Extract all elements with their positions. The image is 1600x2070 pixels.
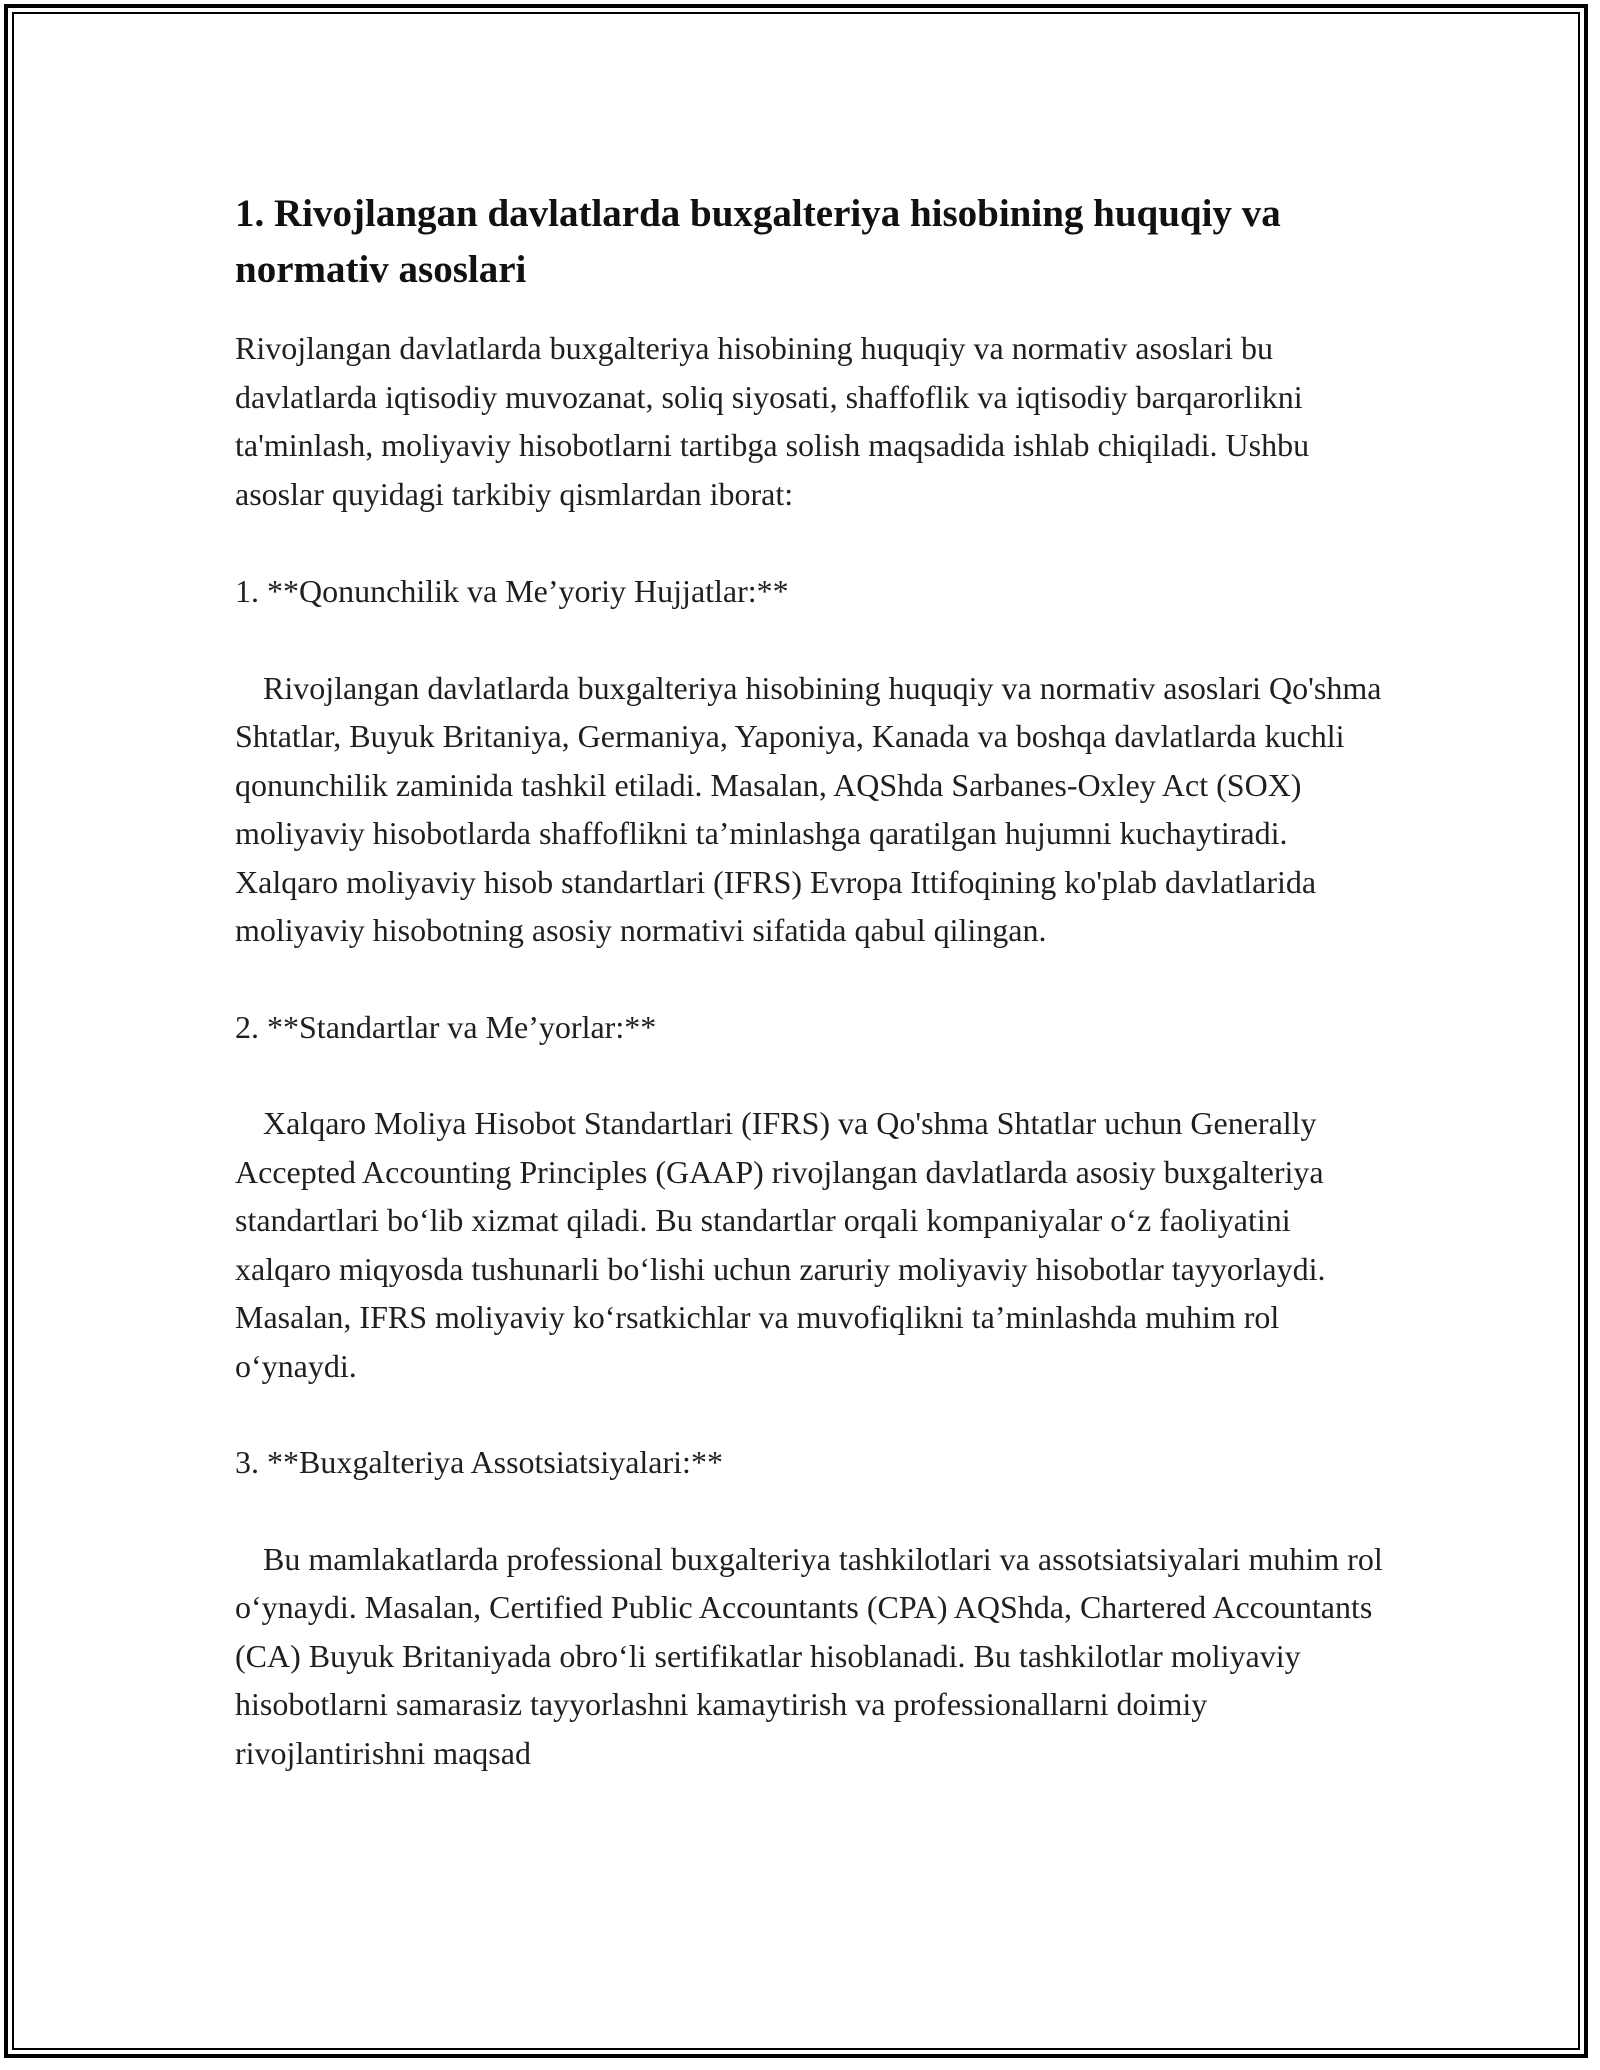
section-3-body-text: Bu mamlakatlarda professional buxgalteriya tashkilotlari va assotsiatsiyalari muhim rol o‘ynaydi. Masalan, Certified Public Accountants (CPA) AQShda, Chartered Accountants (CA) Buyuk Britaniyada obro‘li sertifikatlar hisoblanadi. Bu tashkilotlar moliyaviy hisobotlarni samarasiz tayyorlashni kamaytirish va professionallarni doimiy rivojlantirishni maqsad <box>235 1540 1383 1771</box>
section-1-body <box>235 664 1385 955</box>
section-3-heading: 3. **Buxgalteriya Assotsiatsiyalari:** <box>235 1444 723 1480</box>
section-1-heading: 1. **Qonunchilik va Me’yoriy Hujjatlar:** <box>235 573 789 609</box>
document-heading: 1. Rivojlangan davlatlarda buxgalteriya hisobining huquqiy va normativ asoslari <box>235 192 1281 291</box>
section-2-body-text: Xalqaro Moliya Hisobot Standartlari (IFRS) va Qo'shma Shtatlar uchun Generally Accepted Accounting Principles (GAAP) rivojlangan davlatlarda asosiy buxgalteriya standartlari bo‘lib xizmat qiladi. Bu standartlar orqali kompaniyalar o‘z faoliyatini xalqaro miqyosda tushunarli bo‘lishi uchun zaruriy moliyaviy hisobotlar tayyorlaydi. Masalan, IFRS moliyaviy ko‘rsatkichlar va muvofiqlikni ta’minlashda muhim rol o‘ynaydi. <box>235 1105 1326 1384</box>
intro-paragraph: Rivojlangan davlatlarda buxgalteriya hisobining huquqiy va normativ asoslari bu davlatlarda iqtisodiy muvozanat, soliq siyosati, shaffoflik va iqtisodiy barqarorlikni ta'minlash, moliyaviy hisobotlarni tartibga solish maqsadida ishlab chiqiladi. Ushbu asoslar quyidagi tarkibiy qismlardan iborat: <box>235 330 1310 512</box>
section-3-body <box>235 1535 1385 1778</box>
section-1-body-text: Rivojlangan davlatlarda buxgalteriya hisobining huquqiy va normativ asoslari Qo'shma Shtatlar, Buyuk Britaniya, Germaniya, Yaponiya, Kanada va boshqa davlatlarda kuchli qonunchilik zaminida tashkil etiladi. Masalan, AQShda Sarbanes-Oxley Act (SOX) moliyaviy hisobotlarda shaffoflikni ta’minlashga qaratilgan hujumni kuchaytiradi. Xalqaro moliyaviy hisob standartlari (IFRS) Evropa Ittifoqining ko'plab davlatlarida moliyaviy hisobotning asosiy normativi sifatida qabul qilingan. <box>235 669 1382 948</box>
document-content <box>235 186 1385 1825</box>
section-2-heading: 2. **Standartlar va Me’yorlar:** <box>235 1008 657 1045</box>
section-2-body <box>235 1099 1385 1390</box>
